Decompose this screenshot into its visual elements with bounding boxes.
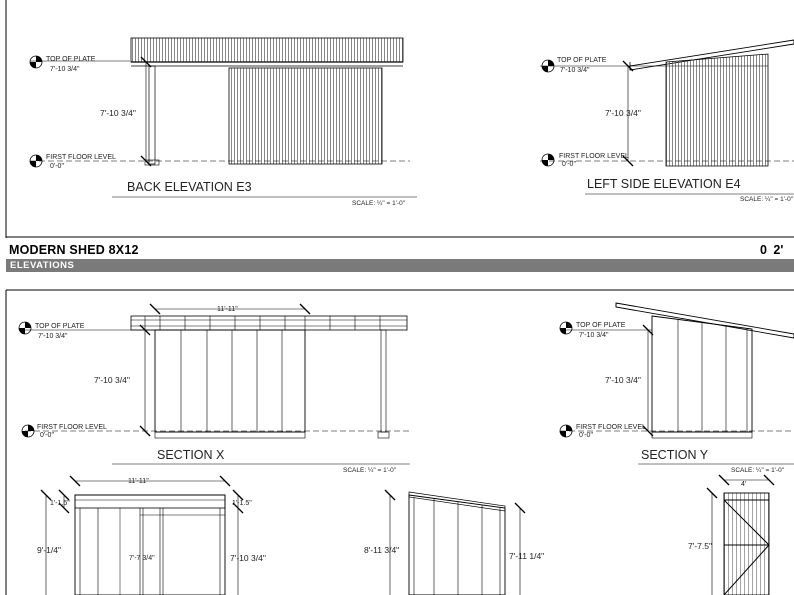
door-width-dimension: 4': [741, 481, 747, 488]
back-elevation-title: BACK ELEVATION E3: [127, 180, 252, 194]
level-marker-top: [30, 56, 42, 68]
wall-framing-detail: [41, 476, 243, 595]
sloped-wall-detail: [385, 490, 525, 595]
level-marker-floor-e4: [542, 154, 554, 166]
wall-width-dimension: 11'-11": [128, 478, 149, 485]
first-floor-label-e4: FIRST FLOOR LEVEL: [559, 153, 629, 160]
first-floor-elevation-e4: 0'-0": [562, 161, 576, 168]
level-marker-floor-y: [560, 425, 572, 437]
back-elevation-scale: SCALE: ¼" = 1'-0": [352, 200, 406, 207]
head-left-dimension: 1'-1.5": [50, 500, 70, 507]
slope-left-dimension: 8'-11 3/4": [364, 545, 400, 555]
height-dimension: 7'-10 3/4": [100, 108, 136, 118]
section-x-width: 11'-11": [217, 306, 238, 313]
right-height-dimension: 7'-10 3/4": [230, 553, 266, 563]
section-y-title: SECTION Y: [641, 448, 709, 462]
left-height-dimension: 9'-1/4": [37, 545, 62, 555]
section-y-scale: SCALE: ¼" = 1'-0": [731, 467, 785, 474]
first-floor-elevation: 0'-0": [50, 163, 64, 170]
mid-height-dimension: 7'-7 3/4": [129, 555, 155, 562]
first-floor-label-y: FIRST FLOOR LEVEL: [576, 424, 646, 431]
left-side-elevation-title: LEFT SIDE ELEVATION E4: [587, 177, 741, 191]
top-of-plate-label-x: TOP OF PLATE: [35, 323, 85, 330]
first-floor-label-x: FIRST FLOOR LEVEL: [37, 424, 107, 431]
first-floor-label: FIRST FLOOR LEVEL: [46, 154, 116, 161]
top-of-plate-label-e4: TOP OF PLATE: [557, 57, 607, 64]
door-detail: [707, 475, 774, 595]
level-marker-top-y: [560, 322, 572, 334]
section-x-scale: SCALE: ¼" = 1'-0": [343, 467, 397, 474]
level-marker-top-e4: [542, 60, 554, 72]
first-floor-elevation-x: 0'-0": [40, 432, 54, 439]
section-x-title: SECTION X: [157, 448, 225, 462]
height-dimension-e4: 7'-10 3/4": [605, 108, 641, 118]
height-dimension-y: 7'-10 3/4": [605, 375, 641, 385]
door-height-dimension: 7'-7.5": [688, 541, 713, 551]
sheet-title: MODERN SHED 8X12: [9, 243, 139, 257]
top-of-plate-elevation-y: 7'-10 3/4": [579, 332, 609, 339]
level-marker-floor: [30, 155, 42, 167]
subtitle-bar: [6, 259, 794, 272]
left-side-elevation-scale: SCALE: ¼" = 1'-0": [740, 196, 794, 203]
top-of-plate-elevation-x: 7'-10 3/4": [38, 333, 68, 340]
top-of-plate-label: TOP OF PLATE: [46, 56, 96, 63]
top-of-plate-elevation-e4: 7'-10 3/4": [560, 67, 590, 74]
top-of-plate-elevation: 7'-10 3/4": [50, 66, 80, 73]
first-floor-elevation-y: 0'-0": [579, 432, 593, 439]
level-marker-floor-x: [22, 425, 34, 437]
height-dimension-x: 7'-10 3/4": [94, 375, 130, 385]
slope-right-dimension: 7'-11 1/4": [509, 551, 545, 561]
head-right-dimension: 1'-1.5": [232, 500, 252, 507]
level-marker-top-x: [19, 322, 31, 334]
graphic-scale-label: 0 2': [760, 243, 784, 257]
sheet-subtitle: ELEVATIONS: [10, 260, 75, 271]
top-of-plate-label-y: TOP OF PLATE: [576, 322, 626, 329]
